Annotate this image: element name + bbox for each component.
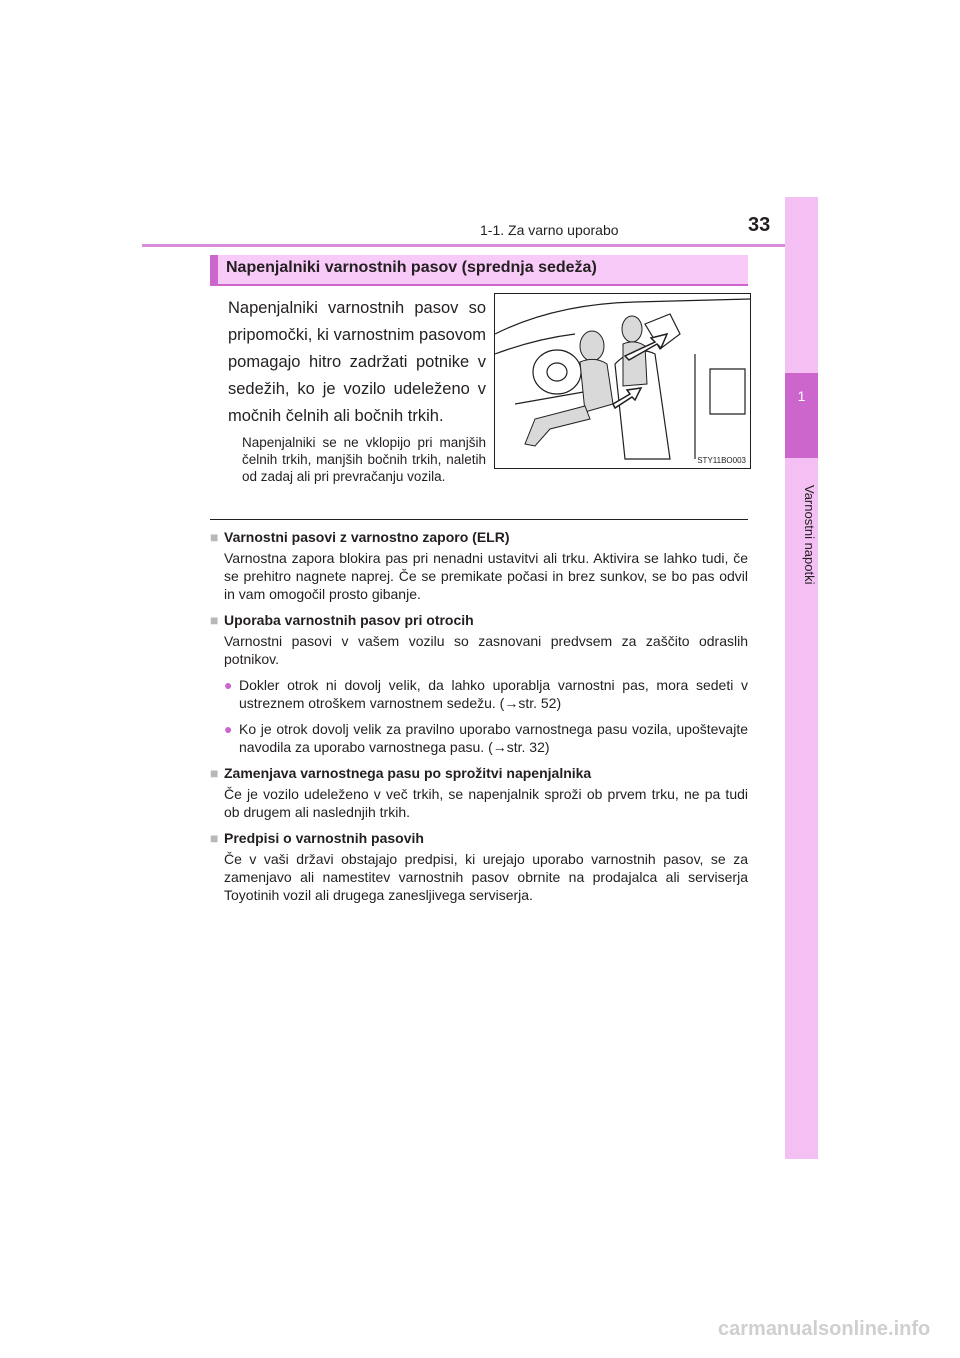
block-heading-text: Varnostni pasovi z varnostno zaporo (ELR) xyxy=(224,529,510,545)
block-heading xyxy=(210,829,748,847)
illustration-code: STY11BO003 xyxy=(697,456,746,465)
block-body: Varnostni pasovi v vašem vozilu so zasnovani predvsem za zaščito odraslih potnikov. xyxy=(224,633,748,667)
circle-bullet-icon: ● xyxy=(224,721,233,737)
block-body: Če v vaši državi obstajajo predpisi, ki urejajo uporabo varnostnih pasov, se za zamenjavo ali namestitev varnostnih pasov obrnite na prodajalca ali serviserja Toyotinih vozil ali drugega zanesljivega serviserja. xyxy=(224,851,748,903)
chapter-label: Varnostni napotki xyxy=(802,485,817,585)
block-heading xyxy=(210,528,748,546)
list-item-text: Dokler otrok ni dovolj velik, da lahko uporablja varnostni pas, mora sedeti v ustreznem otroškem varnostnem sedežu. (→str. 52) xyxy=(239,677,748,711)
intro-paragraph: Napenjalniki varnostnih pasov so pripomočki, ki varnostnim pasovom pomagajo hitro zadržati potnike v sedežih, ko je vozilo udeleženo v močnih čelnih ali bočnih trkih. xyxy=(228,299,486,425)
block-heading xyxy=(210,764,748,782)
block-heading xyxy=(210,611,748,629)
block-heading-text: Zamenjava varnostnega pasu po sprožitvi napenjalnika xyxy=(224,765,592,781)
list-item xyxy=(224,676,748,712)
content-body xyxy=(210,528,748,912)
list-item xyxy=(224,720,748,756)
chapter-number: 1 xyxy=(797,388,806,404)
watermark: carmanualsonline.info xyxy=(718,1318,931,1340)
section-title-box xyxy=(210,255,748,286)
chapter-tab-active-marker xyxy=(785,373,818,458)
square-bullet-icon: ■ xyxy=(210,830,219,846)
block-body: Varnostna zapora blokira pas pri nenadni ustavitvi ali trku. Aktivira se lahko tudi, če se prehitro nagnete naprej. Če se premikate počasi in brez sunkov, se bo pas odvil in vam omogočil prosto gibanje. xyxy=(224,550,748,602)
page-number: 33 xyxy=(748,214,771,236)
section-divider xyxy=(210,519,748,520)
section-title-accent-bar xyxy=(210,255,218,286)
list-item-text: Ko je otrok dovolj velik za pravilno uporabo varnostnega pasu vozila, upoštevajte navodila za uporabo varnostnega pasu. (→str. 32) xyxy=(239,721,748,755)
chapter-side-tab xyxy=(785,197,818,1159)
square-bullet-icon: ■ xyxy=(210,529,219,545)
section-title: Napenjalniki varnostnih pasov (sprednja sedeža) xyxy=(226,259,597,276)
intro-note: Napenjalniki se ne vklopijo pri manjših čelnih trkih, manjših bočnih trkih, naletih od zadaj ali pri prevračanju vozila. xyxy=(242,435,486,484)
circle-bullet-icon: ● xyxy=(224,677,233,693)
header-rule xyxy=(142,244,818,247)
block-heading-text: Predpisi o varnostnih pasovih xyxy=(224,830,424,846)
block-body: Če je vozilo udeleženo v več trkih, se napenjalnik sproži ob prvem trku, ne pa tudi ob drugem ali naslednjih trkih. xyxy=(224,786,748,820)
block-heading-text: Uporaba varnostnih pasov pri otrocih xyxy=(224,612,474,628)
square-bullet-icon: ■ xyxy=(210,612,219,628)
square-bullet-icon: ■ xyxy=(210,765,219,781)
seatbelt-pretensioner-illustration xyxy=(494,293,751,469)
header-section-title: 1-1. Za varno uporabo xyxy=(480,222,619,238)
car-interior-drawing xyxy=(495,294,750,468)
